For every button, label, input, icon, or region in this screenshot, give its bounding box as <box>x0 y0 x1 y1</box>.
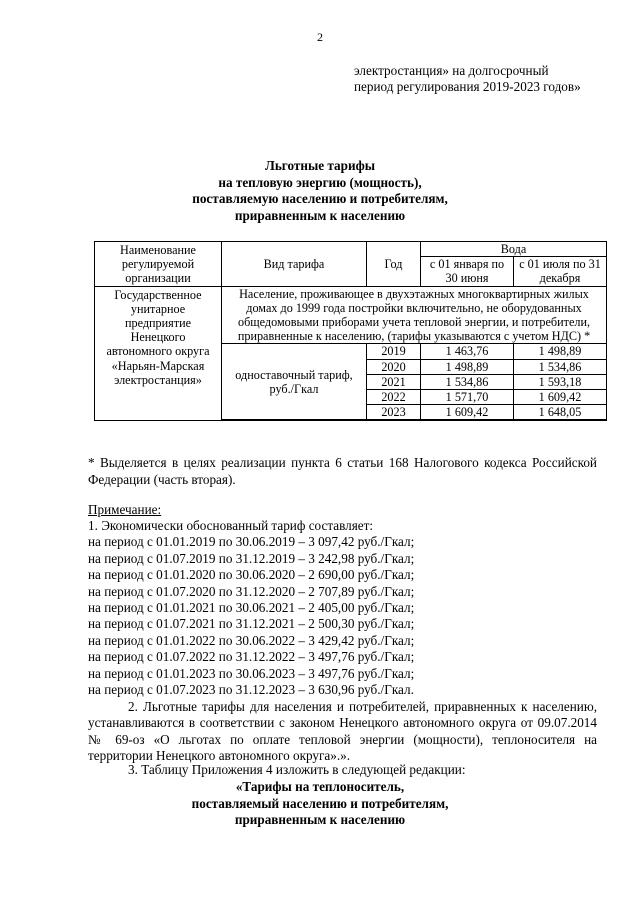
title-line: поставляемую населению и потребителям, <box>192 191 448 206</box>
header-period-2: с 01 июля по 31 декабря <box>514 257 607 286</box>
subtitle-line: «Тарифы на теплоноситель, <box>235 779 405 794</box>
table-row <box>95 286 607 344</box>
footnote: * Выделяется в целях реализации пункта 6 статьи 168 Налогового кодекса Российской Федерации (часть вторая). <box>88 455 597 487</box>
org-name-cell: Государственное унитарное предприятие Ненецкого автономного округа «Нарьян-Марская электростанция» <box>95 286 222 421</box>
header-note <box>354 63 581 95</box>
table-spacer <box>222 420 607 421</box>
title-line: приравненным к населению <box>234 207 406 223</box>
period-1-value: 1 534,86 <box>421 374 514 389</box>
header-year: Год <box>367 242 421 287</box>
year-cell: 2020 <box>367 359 421 374</box>
subtitle <box>0 779 640 829</box>
table-header-row <box>95 242 607 257</box>
note-line: 1. Экономически обоснованный тариф составляет: <box>88 518 374 533</box>
header-tariff-type: Вид тарифа <box>222 242 367 287</box>
year-cell: 2019 <box>367 344 421 359</box>
period-2-value: 1 534,86 <box>514 359 607 374</box>
subtitle-line: приравненным к населению <box>234 812 406 827</box>
notes-list <box>88 518 414 698</box>
title-line: на тепловую энергию (мощность), <box>218 174 422 190</box>
note-line: на период с 01.07.2021 по 31.12.2021 – 2 500,30 руб./Гкал; <box>88 616 415 632</box>
note-line: на период с 01.07.2020 по 31.12.2020 – 2 707,89 руб./Гкал; <box>88 583 415 599</box>
period-2-value: 1 498,89 <box>514 344 607 359</box>
note-title: Примечание: <box>88 502 162 517</box>
note-line: на период с 01.07.2022 по 31.12.2022 – 3 497,76 руб./Гкал; <box>88 649 415 665</box>
note-line: на период с 01.01.2020 по 30.06.2020 – 2 690,00 руб./Гкал; <box>88 567 415 583</box>
header-org: Наименование регулируемой организации <box>95 242 222 287</box>
note-line: на период с 01.07.2019 по 31.12.2019 – 3 242,98 руб./Гкал; <box>88 550 415 566</box>
title-line: Льготные тарифы <box>265 158 375 173</box>
population-description-cell: Население, проживающее в двухэтажных многоквартирных жилых домах до 1999 года постройки включительно, не оборудованных общедомовыми приборами учета тепловой энергии, и потребители, приравненные к населению, (тарифы указываются с учетом НДС) * <box>222 286 607 344</box>
year-cell: 2021 <box>367 374 421 389</box>
period-2-value: 1 593,18 <box>514 374 607 389</box>
year-cell: 2023 <box>367 405 421 420</box>
period-2-value: 1 648,05 <box>514 405 607 420</box>
period-1-value: 1 571,70 <box>421 390 514 405</box>
document-title <box>0 158 640 224</box>
period-2-value: 1 609,42 <box>514 390 607 405</box>
tariff-type-cell: одноставочный тариф, руб./Гкал <box>222 344 367 420</box>
note-line: на период с 01.01.2022 по 30.06.2022 – 3 429,42 руб./Гкал; <box>88 632 415 648</box>
note-line: на период с 01.07.2023 по 31.12.2023 – 3 630,96 руб./Гкал. <box>88 682 414 698</box>
period-1-value: 1 498,89 <box>421 359 514 374</box>
period-1-value: 1 609,42 <box>421 405 514 420</box>
paragraph-2: 2. Льготные тарифы для населения и потребителей, приравненных к населению, устанавливаются в соответствии с законом Ненецкого автономного округа от 09.07.2014 № 69-оз «О льготах по оплате тепловой энергии (мощности), теплоносителя на территории Ненецкого автономного округа».». <box>88 699 597 764</box>
note-line: на период с 01.01.2023 по 30.06.2023 – 3 497,76 руб./Гкал; <box>88 665 415 681</box>
page-number: 2 <box>317 30 323 44</box>
year-cell: 2022 <box>367 390 421 405</box>
paragraph-3: 3. Таблицу Приложения 4 изложить в следующей редакции: <box>128 762 466 777</box>
period-1-value: 1 463,76 <box>421 344 514 359</box>
header-note-line: период регулирования 2019-2023 годов» <box>354 79 581 94</box>
note-line: на период с 01.01.2021 по 30.06.2021 – 2 405,00 руб./Гкал; <box>88 600 415 616</box>
tariff-table <box>94 241 607 421</box>
header-water: Вода <box>421 242 607 257</box>
note-line: на период с 01.01.2019 по 30.06.2019 – 3 097,42 руб./Гкал; <box>88 534 415 550</box>
header-period-1: с 01 января по 30 июня <box>421 257 514 286</box>
header-note-line: электростанция» на долгосрочный <box>354 63 549 78</box>
subtitle-line: поставляемый населению и потребителям, <box>191 795 449 811</box>
